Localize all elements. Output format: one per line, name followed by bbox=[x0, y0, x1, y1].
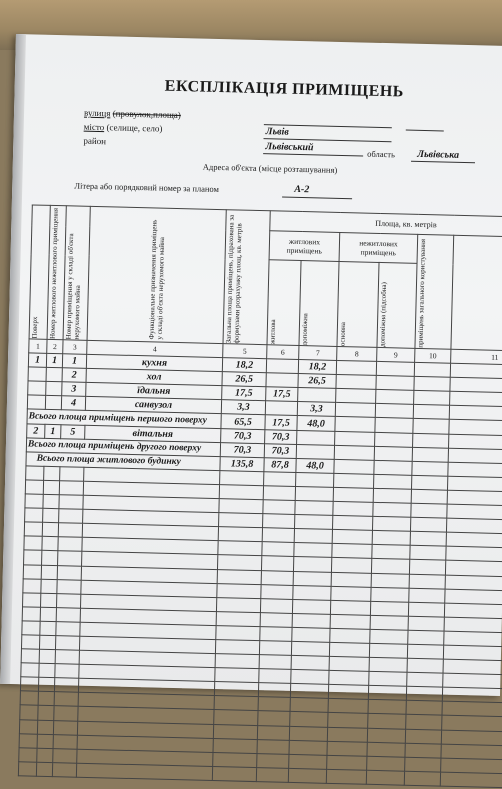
header-main-living: житлова bbox=[267, 260, 301, 346]
litera-value: А-2 bbox=[294, 183, 310, 196]
header-extra bbox=[451, 235, 502, 351]
district-label: район bbox=[83, 135, 107, 147]
header-aux-living: допоміжна bbox=[299, 261, 339, 347]
header-main-nonliving: основна bbox=[337, 261, 379, 347]
street-label: вулиця (провулок,площа) bbox=[83, 107, 181, 121]
header-nonliving: нежитлових приміщень bbox=[339, 232, 418, 263]
document-title: ЕКСПЛІКАЦІЯ ПРИМІЩЕНЬ bbox=[164, 77, 405, 101]
city-value: Львів bbox=[265, 126, 289, 138]
city-label: місто (селище, село) bbox=[83, 121, 163, 134]
house-line bbox=[406, 130, 444, 132]
header-living: житлових приміщень bbox=[269, 231, 340, 262]
total-row-building: Всього площа житлового будинку 135,8 87,8 48,0 bbox=[26, 452, 502, 479]
column-numbers-row: 1 2 3 4 5 6 7 8 9 10 11 bbox=[29, 339, 502, 366]
header-apartment: Номер житлового нежитлового приміщення bbox=[47, 205, 66, 339]
table-row: 3 їдальня 17,5 17,5 bbox=[28, 381, 502, 408]
document-page bbox=[0, 34, 502, 696]
header-floor: Поверх bbox=[29, 205, 50, 339]
oblast-label: область bbox=[367, 148, 396, 160]
header-aux-nonliving: допоміжна (підсобна) bbox=[377, 262, 417, 348]
litera-line bbox=[282, 197, 352, 200]
district-value: Львівський bbox=[265, 141, 314, 154]
table-row: 1 1 1 кухня 18,2 18,2 bbox=[28, 353, 502, 380]
header-total-area: Загальна площа приміщень, підрахована за формулами розрахунку площ, кв. метрів bbox=[223, 210, 270, 345]
header-common: приміщень загального користування bbox=[415, 234, 454, 349]
total-row-floor-2: Всього площа приміщень другого поверху 70,3 70,3 bbox=[26, 438, 502, 465]
table-row: 2 1 5 вітальня 70,3 70,3 bbox=[27, 423, 502, 450]
table-row: 2 хол 26,5 26,5 bbox=[28, 367, 502, 394]
header-purpose: Функціональне призначення приміщень у складі об'єкта нерухомого майна bbox=[87, 206, 226, 343]
oblast-line bbox=[411, 161, 475, 164]
total-row-floor-1: Всього площа приміщень першого поверху 65,5 17,5 48,0 bbox=[27, 409, 502, 436]
address-caption: Адреса об'єкта (місце розташування) bbox=[202, 161, 338, 175]
litera-label: Літера або порядковий номер за планом bbox=[74, 180, 220, 195]
header-area-group: Площа, кв. метрів bbox=[270, 211, 502, 238]
district-line bbox=[263, 153, 363, 156]
oblast-value: Львівська bbox=[417, 148, 460, 161]
header-room-number: Номер приміщення у складі об'єкта нерухомого майна bbox=[63, 206, 90, 341]
explication-table bbox=[18, 204, 502, 788]
table-row: 4 санвузол 3,3 3,3 bbox=[27, 395, 502, 422]
